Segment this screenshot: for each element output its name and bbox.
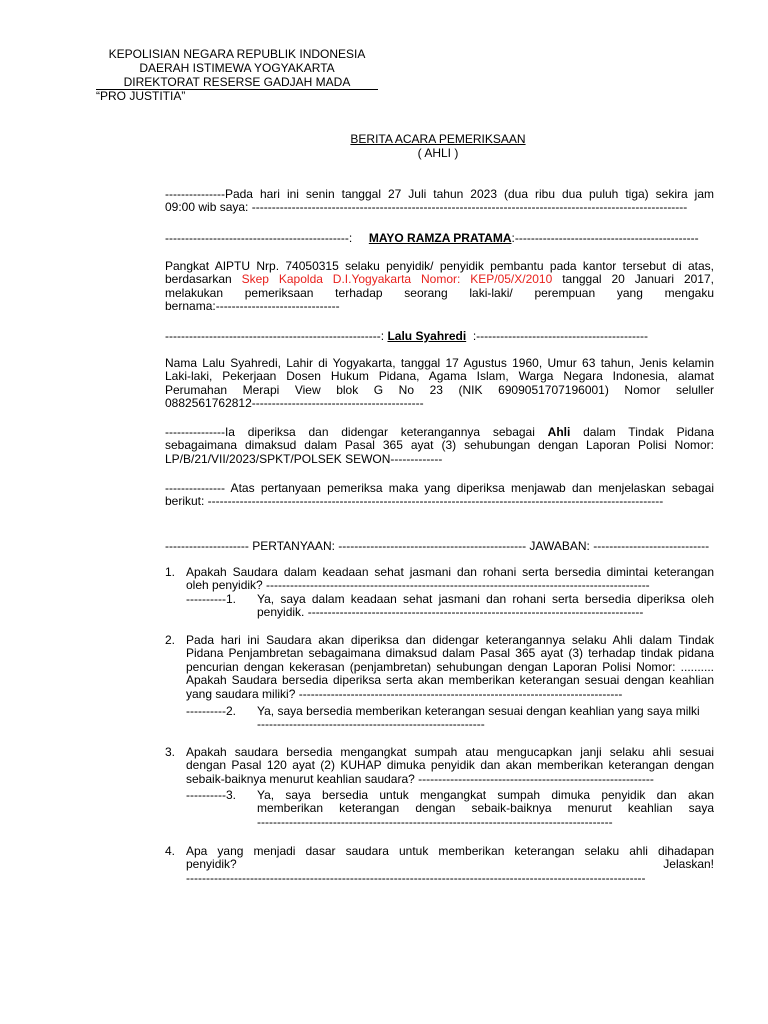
question-number: 2.: [165, 633, 176, 647]
examiner-name: MAYO RAMZA PRATAMA: [368, 232, 512, 245]
question-text-row: oleh penyidik? ------------------------------------------------------------------------------------------------: [186, 579, 650, 593]
question-text-row: penyidik? Jelaskan!: [186, 858, 714, 872]
expert-prefix-dashes: ------------------------------------------------------:: [165, 330, 385, 343]
opening-row-1: ---------------Pada hari ini senin tanggal 27 Juli tahun 2023 (dua ribu dua puluh tiga) sekira jam: [165, 188, 714, 201]
institution-name: KEPOLISIAN NEGARA REPUBLIK INDONESIA: [108, 47, 366, 61]
rank-row-2: berdasarkan Skep Kapolda D.I.Yogyakarta Nomor: KEP/05/X/2010 tanggal 20 Januari 2017,: [165, 273, 714, 287]
rank-row-3: melakukan pemeriksaan terhadap seorang laki-laki/ perempuan yang mengaku: [165, 286, 714, 300]
identity-row-3: Perumahan Merapi View blok G No 23 (NIK 6909051707196001) Nomor seluller: [165, 383, 714, 397]
examined-row-1: ---------------Ia diperiksa dan didengar keterangannya sebagai Ahli dalam Tindak Pidana: [165, 426, 714, 439]
opening-row-2: 09:00 wib saya: -------------------------------------------------------------------------------------------------------------: [165, 201, 688, 215]
rank-paragraph: [165, 260, 714, 314]
opening-paragraph: [165, 188, 714, 215]
question-text-row: pencurian dengan kekerasan (penjambretan) sehubungan dengan Laporan Polisi Nomor: ..........: [186, 660, 714, 674]
expert-role-label: Ahli: [547, 426, 571, 439]
decree-reference: Skep Kapolda D.I.Yogyakarta Nomor: KEP/05/X/2010: [241, 273, 553, 287]
examiner-suffix-dashes: :----------------------------------------------: [511, 232, 699, 245]
answer-text-row: Ya, saya bersedia memberikan keterangan sesuai dengan keahlian yang saya milki: [257, 705, 700, 718]
expert-line: [165, 330, 714, 343]
question-number: 3.: [165, 745, 176, 759]
question-text-row: dengan Pasal 120 ayat (2) KUHAP dimuka penyidik dan akan memberikan keterangan dengan: [186, 759, 714, 773]
answer-number: ----------2.: [186, 704, 236, 718]
question-text-row: Apa yang menjadi dasar saudara untuk memberikan keterangan selaku ahli dihadapan: [186, 845, 714, 858]
region-name: DAERAH ISTIMEWA YOGYAKARTA: [139, 60, 335, 75]
answer-text-row: -----------------------------------------------------------------------------------------: [257, 815, 613, 829]
question-intro-row-1: --------------- Atas pertanyaan pemeriksa maka yang diperiksa menjawab dan menjelaskan sebagai: [165, 482, 714, 495]
identity-row-1: Nama Lalu Syahredi, Lahir di Yogyakarta, tanggal 17 Agustus 1960, Umur 63 tahun, Jenis kelamin: [165, 357, 714, 370]
directorate-name: DIREKTORAT RESERSE GADJAH MADA: [96, 76, 378, 91]
question-intro-row-2: berikut: ------------------------------------------------------------------------------------------------------------------: [165, 495, 664, 509]
answer-text-row: ---------------------------------------------------------: [257, 718, 485, 732]
answer-number: ----------1.: [186, 592, 236, 606]
examined-row-2: sebagaimana dimaksud dalam Pasal 365 ayat (3) sehubungan dengan Laporan Polisi Nomor:: [165, 439, 714, 453]
rank-row-1: Pangkat AIPTU Nrp. 74050315 selaku penyidik/ penyidik pembantu pada kantor tersebut di atas,: [165, 260, 714, 273]
question-intro-paragraph: [165, 482, 714, 509]
question-number: 1.: [165, 565, 176, 579]
examined-row-3: LP/B/21/VII/2023/SPKT/POLSEK SEWON-------------: [165, 452, 443, 466]
identity-row-4: 0882561762812-------------------------------------------: [165, 397, 424, 411]
question-text-row: Pidana Penjambretan sebagaimana dimaksud dalam Pasal 365 ayat (3) terhadap tindak pidana: [186, 647, 714, 661]
examined-paragraph: [165, 426, 714, 466]
answer-number: ----------3.: [186, 788, 236, 802]
pro-justitia-label: “PRO JUSTITIA”: [96, 89, 186, 103]
examiner-prefix-dashes: ----------------------------------------------:: [165, 232, 353, 245]
identity-paragraph: [165, 357, 714, 411]
expert-suffix-dashes: :-------------------------------------------: [472, 330, 649, 343]
question-text-row: yang saudara miliki? ---------------------------------------------------------------------------------: [186, 687, 623, 701]
rank-row-4: bernama:-------------------------------: [165, 300, 340, 314]
expert-name: Lalu Syahredi: [387, 330, 467, 343]
question-number: 4.: [165, 844, 176, 858]
title-main: BERITA ACARA PEMERIKSAAN: [350, 132, 526, 146]
answer-text-row: Ya, saya dalam keadaan sehat jasmani dan rohani serta bersedia diperiksa oleh: [257, 593, 714, 606]
question-text-row: -------------------------------------------------------------------------------------------------------------------: [186, 871, 646, 885]
question-text-row: Apakah Saudara bersedia diperiksa serta akan memberikan keterangan sesuai dengan keahlian: [186, 674, 714, 688]
examiner-line: [165, 232, 714, 245]
title-sub: ( AHLI ): [417, 146, 459, 160]
question-text-row: Apakah Saudara dalam keadaan sehat jasmani dan rohani serta bersedia dimintai keterangan: [186, 566, 714, 579]
answer-text-row: Ya, saya bersedia untuk mengangkat sumpah dimuka penyidik dan akan: [257, 789, 714, 802]
question-text-row: Pada hari ini Saudara akan diperiksa dan didengar keterangannya selaku Ahli dalam Tindak: [186, 634, 714, 647]
letterhead: [96, 48, 378, 90]
question-text-row: sebaik-baiknya menurut keahlian saudara? -----------------------------------------------------------: [186, 772, 654, 786]
answer-text-row: penyidik. ------------------------------------------------------------------------------------: [257, 606, 644, 620]
identity-row-2: Laki-laki, Pekerjaan Dosen Hukum Pidana, Agama Islam, Warga Negara Indonesia, alamat: [165, 370, 714, 384]
answer-text-row: memberikan keterangan dengan sebaik-baiknya menurut keahlian saya: [257, 802, 714, 816]
qa-header: --------------------- PERTANYAAN: ----------------------------------------------- JAWABAN: -----------------------------: [165, 540, 710, 553]
document-title: [340, 133, 536, 161]
question-text-row: Apakah saudara bersedia mengangkat sumpah atau mengucapkan janji selaku ahli sesuai: [186, 746, 714, 759]
